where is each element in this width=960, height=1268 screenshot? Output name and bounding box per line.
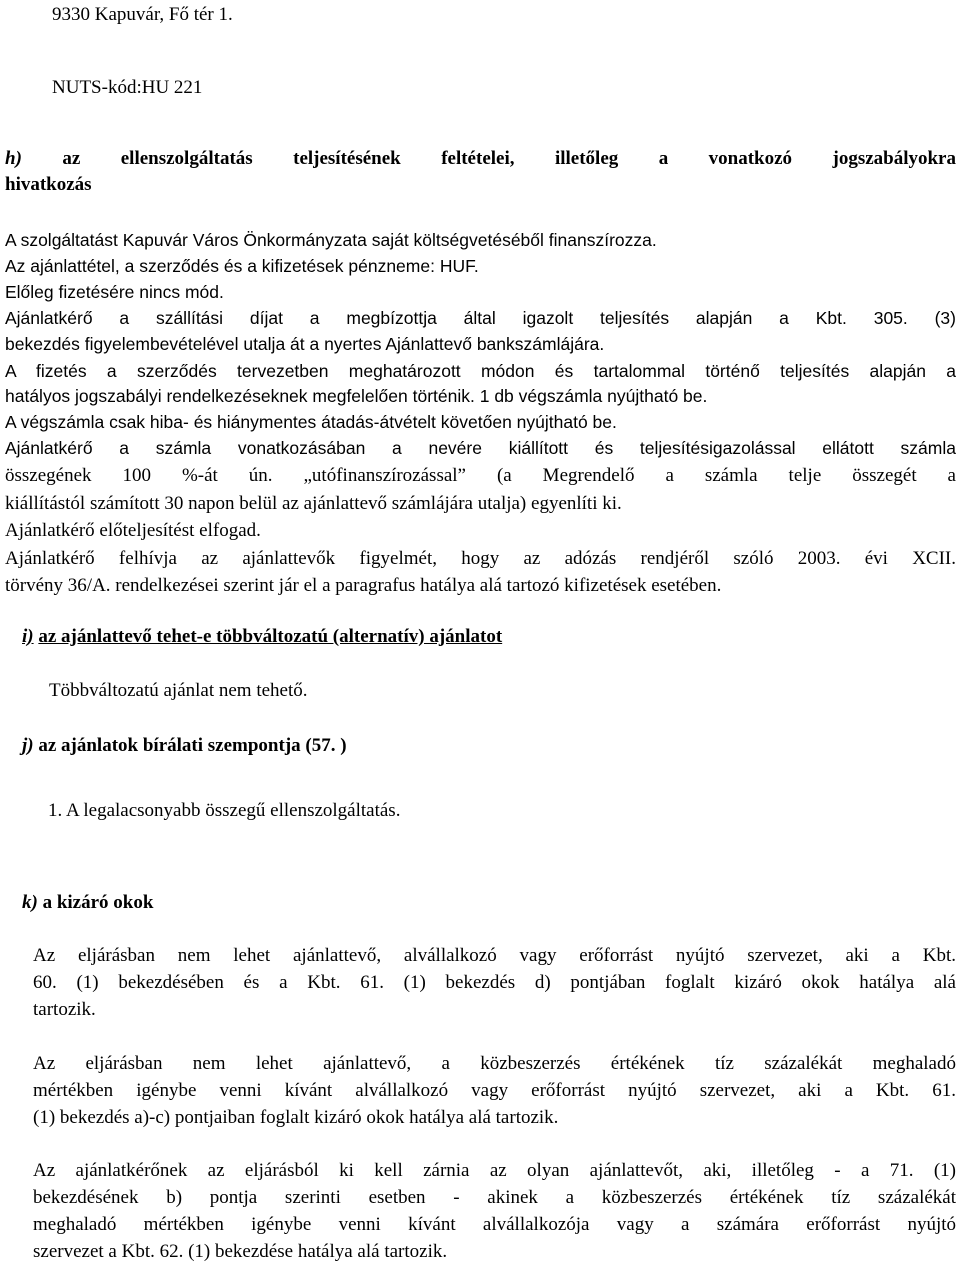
h-line-3: Előleg fizetésére nincs mód. <box>5 282 224 302</box>
k-para1-line-3: tartozik. <box>33 999 96 1020</box>
k-para3-line-1: Az ajánlatkérőnek az eljárásból ki kell zárnia az olyan ajánlattevőt, aki, illetőleg - a 71. (1) <box>33 1160 956 1181</box>
section-j-heading <box>22 735 347 757</box>
section-k-label: k) <box>22 892 38 913</box>
section-h-heading <box>5 148 956 170</box>
address-line: 9330 Kapuvár, Fő tér 1. <box>52 4 233 25</box>
section-i-text: Többváltozatú ajánlat nem tehető. <box>49 680 308 701</box>
h-line-9: Ajánlatkérő a számla vonatkozásában a nevére kiállított és teljesítésigazolással ellátott számla <box>5 438 956 458</box>
k-para2-line-1: Az eljárásban nem lehet ajánlattevő, a közbeszerzés értékének tíz százalékát meghaladó <box>33 1053 956 1074</box>
section-h-label: h) <box>5 148 22 169</box>
h-line-7: hatályos jogszabályi rendelkezéseknek megfelelően történik. 1 db végszámla nyújtható be. <box>5 386 708 406</box>
h-line-14: törvény 36/A. rendelkezései szerint jár el a paragrafus hatálya alá tartozó kifizetések esetében. <box>5 575 722 596</box>
h-line-1: A szolgáltatást Kapuvár Város Önkormányzata saját költségvetéséből finanszírozza. <box>5 230 657 250</box>
h-line-4: Ajánlatkérő a szállítási díjat a megbízottja által igazolt teljesítés alapján a Kbt. 305. (3) <box>5 308 956 328</box>
h-line-11: kiállítástól számított 30 napon belül az ajánlattevő számlájára utalja) egyenlíti ki. <box>5 493 622 514</box>
section-j-title: az ajánlatok bírálati szempontja (57. ) <box>38 735 347 756</box>
h-line-8: A végszámla csak hiba- és hiánymentes átadás-átvételt követően nyújtható be. <box>5 412 617 432</box>
h-line-5: bekezdés figyelembevételével utalja át a nyertes Ajánlattevő bankszámlájára. <box>5 334 605 354</box>
section-k-heading <box>22 892 153 914</box>
section-j-item: 1. A legalacsonyabb összegű ellenszolgáltatás. <box>48 800 401 821</box>
k-para2-line-3: (1) bekezdés a)-c) pontjaiban foglalt kizáró okok hatálya alá tartozik. <box>33 1107 559 1128</box>
k-para2-line-2: mértékben igénybe venni kívánt alvállalkozó vagy erőforrást nyújtó szervezet, aki a Kbt. 61. <box>33 1080 956 1101</box>
nuts-code: NUTS-kód:HU 221 <box>52 77 203 98</box>
h-line-10: összegének 100 %-át ún. „utófinanszírozással” (a Megrendelő a számla telje összegét a <box>5 465 956 486</box>
section-j-label: j) <box>22 735 34 756</box>
section-h-title-1: az ellenszolgáltatás teljesítésének feltételei, illetőleg a vonatkozó jogszabályokra <box>62 148 956 169</box>
section-i-title: az ajánlattevő tehet-e többváltozatú (alternatív) ajánlatot <box>38 626 503 647</box>
k-para3-line-2: bekezdésének b) pontja szerinti esetben - akinek a közbeszerzés értékének tíz százalékát <box>33 1187 956 1208</box>
h-line-13: Ajánlatkérő felhívja az ajánlattevők figyelmét, hogy az adózás rendjéről szóló 2003. évi XCII. <box>5 548 956 569</box>
k-para3-line-3: meghaladó mértékben igénybe venni kívánt alvállalkozója vagy a számára erőforrást nyújtó <box>33 1214 956 1235</box>
k-para1-line-2: 60. (1) bekezdésében és a Kbt. 61. (1) bekezdés d) pontjában foglalt kizáró okok hatálya alá <box>33 972 956 993</box>
section-i-heading <box>22 626 502 648</box>
section-k-title: a kizáró okok <box>42 892 154 913</box>
h-line-6: A fizetés a szerződés tervezetben meghatározott módon és tartalommal történő teljesítés alapján a <box>5 361 956 381</box>
section-i-label: i) <box>22 626 34 647</box>
k-para1-line-1: Az eljárásban nem lehet ajánlattevő, alvállalkozó vagy erőforrást nyújtó szervezet, aki a Kbt. <box>33 945 956 966</box>
section-h-title-2: hivatkozás <box>5 174 92 195</box>
h-line-2: Az ajánlattétel, a szerződés és a kifizetések pénzneme: HUF. <box>5 256 479 276</box>
k-para3-line-4: szervezet a Kbt. 62. (1) bekezdése hatálya alá tartozik. <box>33 1241 448 1262</box>
h-line-12: Ajánlatkérő előteljesítést elfogad. <box>5 520 261 541</box>
